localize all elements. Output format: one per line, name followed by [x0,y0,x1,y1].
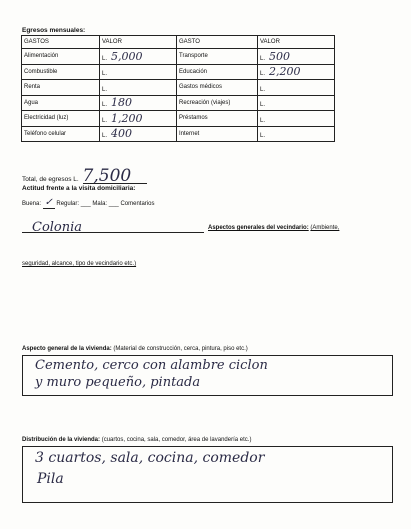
mala-label: Mala: ___ [92,201,119,207]
section-title: Egresos mensuales: [22,27,86,34]
gasto-label: Combustible [22,64,100,80]
buena-label: Buena: [22,201,42,207]
gasto-label: Recreación (viajes) [177,95,258,111]
total-line [22,166,147,186]
table-row [22,95,335,111]
currency-prefix: L. [260,133,266,140]
valor-cell [258,111,335,127]
buena-check: ✓ [44,197,53,208]
gasto-label: Alimentación [22,49,100,65]
aspecto-hint: (Material de construcción, cerca, pintura, piso etc.) [113,346,248,352]
gasto-label: Electricidad (luz) [22,111,100,127]
regular-label: Regular: ___ [56,201,91,207]
aspecto-line-2: y muro pequeño, pintada [35,375,201,390]
valor-cell [258,126,335,142]
valor-amount: 2,200 [269,65,301,79]
currency-prefix: L. [260,71,266,78]
valor-amount: 400 [111,127,132,141]
distribucion-heading [22,437,251,443]
total-label: Total, de egresos L. [22,176,79,183]
valor-cell [258,49,335,65]
valor-cell [100,111,177,127]
valor-amount: 5,000 [111,49,143,63]
vecindario-hint-1: (Ambiente, [310,225,340,231]
aspecto-heading [22,346,248,352]
valor-cell [100,49,177,65]
vecindario-title: Aspectos generales del vecindario: [208,225,309,231]
aspecto-box[interactable] [22,355,393,396]
header-gasto: GASTO [177,36,258,49]
distribucion-title: Distribución de la vivienda: [22,437,101,443]
gasto-label: Educación [177,64,258,80]
valor-amount: 1,200 [111,111,143,125]
gasto-label: Renta [22,80,100,96]
valor-cell [258,64,335,80]
vecindario-hint-2: seguridad, alcance, tipo de vecindario etc.) [22,261,137,267]
table-row [22,64,335,80]
table-header-row [22,36,335,49]
vecindario-title-line [208,225,339,231]
aspecto-line-1: Cemento, cerco con alambre ciclon [35,358,268,373]
table-row [22,111,335,127]
gasto-label: Internet [177,126,258,142]
header-gastos: GASTOS [22,36,100,49]
gasto-label: Teléfono celular [22,126,100,142]
currency-prefix: L. [260,55,266,62]
valor-cell [100,95,177,111]
header-valor-2: VALOR [258,36,335,49]
table-row [22,126,335,142]
header-valor: VALOR [100,36,177,49]
valor-cell [100,64,177,80]
distribucion-box[interactable] [22,446,393,503]
distribucion-line-2: Pila [37,471,64,487]
currency-prefix: L. [260,102,266,109]
currency-prefix: L. [260,117,266,124]
valor-cell [258,95,335,111]
valor-cell [258,80,335,96]
currency-prefix: L. [102,117,108,124]
distribucion-hint: (cuartos, cocina, sala, comedor, área de lavandería etc.) [101,437,252,443]
currency-prefix: L. [102,86,108,93]
valor-cell [100,80,177,96]
aspecto-title: Aspecto general de la vivienda: [22,346,112,352]
actitud-title: Actitud frente a la visita domiciliaria: [22,185,136,192]
currency-prefix: L. [102,71,108,78]
table-row [22,80,335,96]
vecindario-line [22,218,204,233]
valor-amount: 500 [269,49,290,63]
currency-prefix: L. [102,133,108,140]
table-row [22,49,335,65]
comentarios-label: Comentarios [120,201,155,207]
gasto-label: Transporte [177,49,258,65]
currency-prefix: L. [102,55,108,62]
gasto-label: Préstamos [177,111,258,127]
currency-prefix: L. [102,102,108,109]
valor-amount: 180 [111,96,132,110]
valor-cell [100,126,177,142]
currency-prefix: L. [260,86,266,93]
expenses-table [21,35,335,142]
gasto-label: Agua [22,95,100,111]
actitud-options [22,197,154,209]
vecindario-handwritten: Colonia [32,220,83,235]
gasto-label: Gastos médicos [177,80,258,96]
total-value: 7,500 [83,169,147,184]
distribucion-line-1: 3 cuartos, sala, cocina, comedor [35,450,265,466]
